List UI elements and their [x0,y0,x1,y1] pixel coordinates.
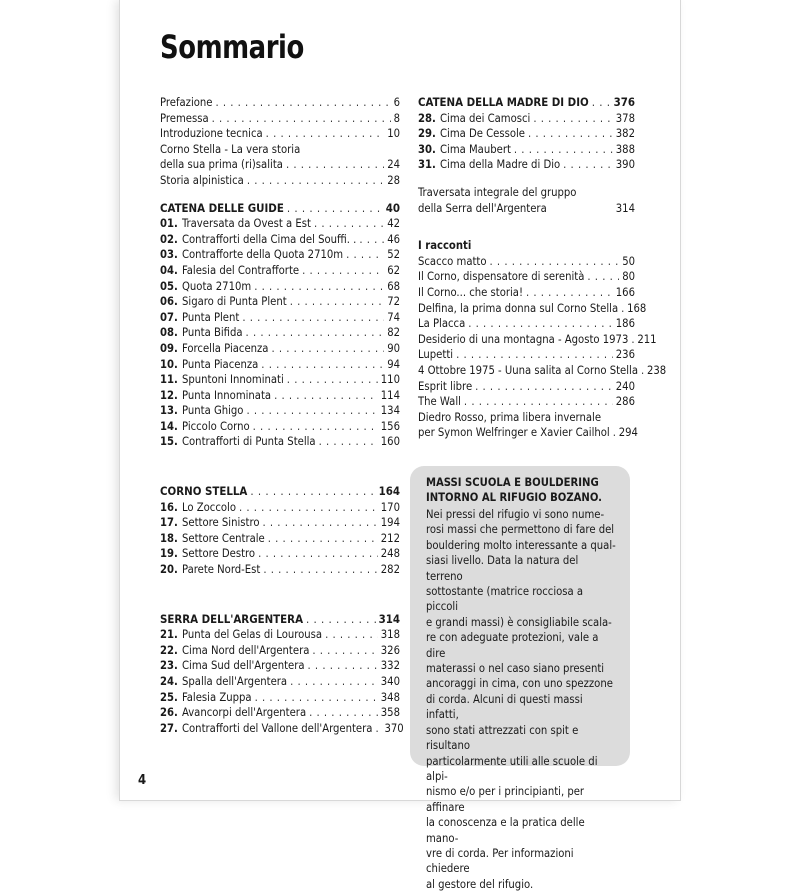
intro-list [160,95,400,189]
toc-entry[interactable]: 24. Spalla dell'Argentera . . . 340 [160,674,400,690]
toc-entry[interactable]: 16. Lo Zoccolo . . . 170 [160,500,400,516]
toc-entry[interactable]: 30. Cima Maubert . . . 388 [418,142,635,158]
toc-entry[interactable]: 21. Punta del Gelas di Lourousa . . . 318 [160,627,400,643]
toc-entry[interactable]: 22. Cima Nord dell'Argentera . . . 326 [160,643,400,659]
toc-entry[interactable]: 14. Piccolo Corno . . . 156 [160,419,400,435]
toc-entry[interactable]: 02. Contrafforti della Cima del Souffi. . . . . 46 [160,232,400,248]
toc-entry[interactable]: Lupetti . . . 236 [418,347,635,363]
racconti-heading: I racconti [418,239,472,253]
toc-entry[interactable]: 25. Falesia Zuppa . . . 348 [160,690,400,706]
toc-entry[interactable]: 23. Cima Sud dell'Argentera . . . 332 [160,658,400,674]
section-madre-di-dio[interactable]: CATENA DELLA MADRE DI DIO . . . 376 [418,95,635,111]
toc-entry[interactable]: 11. Spuntoni Innominati . . . 110 [160,372,400,388]
toc-entry-line[interactable]: Diedro Rosso, prima libera invernale [418,410,602,424]
page-title: Sommario [160,28,304,66]
section-corno-stella[interactable]: CORNO STELLA . . . 164 [160,484,400,500]
toc-entry[interactable]: 18. Settore Centrale . . . 212 [160,531,400,547]
toc-entry[interactable]: 27. Contrafforti del Vallone dell'Argentera . . . 370 [160,721,400,737]
toc-entry[interactable]: 26. Avancorpi dell'Argentera . . . 358 [160,705,400,721]
toc-entry[interactable]: 10. Punta Piacenza . . . 94 [160,357,400,373]
toc-entry[interactable]: 28. Cima dei Camosci . . . 378 [418,111,635,127]
toc-entry[interactable]: 4 Ottobre 1975 - Uuna salita al Corno Stella . . . 238 [418,363,635,379]
toc-entry[interactable]: Prefazione . . . 6 [160,95,400,111]
toc-entry[interactable]: Il Corno, dispensatore di serenità . . . 80 [418,269,635,285]
toc-entry-line[interactable]: Traversata integrale del gruppo [418,185,577,199]
toc-entry[interactable]: Esprit libre . . . 240 [418,379,635,395]
toc-entry[interactable]: The Wall . . . 286 [418,394,635,410]
toc-entry[interactable]: 09. Forcella Piacenza . . . 90 [160,341,400,357]
box-title: MASSI SCUOLA E BOULDERING INTORNO AL RIFUGIO BOZANO. [426,476,602,504]
box-body: Nei pressi del rifugio vi sono nume- rosi massi che permettono di fare del bouldering molto interessante a qual- siasi livello. Data la natura del terreno sottostante (matrice rocciosa a piccoli e grandi massi) è consigliabile scala- re con adeguate protezioni, vale a dire materassi o nel caso siano presenti ancoraggi in cima, con uno spezzone di corda. Alcuni di questi massi infatti, sono stati attrezzati con spit e risultano particolarmente utili alle scuole di alpi- nismo e/o per i principianti, per affinare la conoscenza e la pratica delle mano- vre di corda. Per informazioni chiedere al gestore del rifugio. [426,508,616,891]
toc-entry[interactable]: 29. Cima De Cessole . . . 382 [418,126,635,142]
section-serra-argentera[interactable]: SERRA DELL'ARGENTERA . . . 314 [160,612,400,628]
toc-entry[interactable]: Il Corno... che storia! . . . 166 [418,285,635,301]
racconti-list [418,254,667,441]
bouldering-info-box [410,466,630,891]
toc-entry[interactable]: per Symon Welfringer e Xavier Cailhol . . . 294 [418,425,635,441]
toc-entry[interactable]: 05. Quota 2710m . . . 68 [160,279,400,295]
book-page [120,0,680,891]
toc-entry[interactable]: 12. Punta Innominata . . . 114 [160,388,400,404]
serra-list [160,627,404,736]
toc-entry[interactable]: 20. Parete Nord-Est . . . 282 [160,562,400,578]
madre-list [418,111,635,173]
toc-entry[interactable]: 17. Settore Sinistro . . . 194 [160,515,400,531]
toc-entry[interactable]: 01. Traversata da Ovest a Est . . . 42 [160,216,400,232]
toc-entry[interactable]: 04. Falesia del Contrafforte . . . 62 [160,263,400,279]
toc-left-column [160,95,404,736]
toc-entry[interactable]: 06. Sigaro di Punta Plent . . . 72 [160,294,400,310]
toc-entry[interactable]: Storia alpinistica . . . 28 [160,173,400,189]
toc-entry[interactable]: 07. Punta Plent . . . 74 [160,310,400,326]
toc-entry[interactable]: Scacco matto . . . 50 [418,254,635,270]
section-catena-guide[interactable]: CATENA DELLE GUIDE . . . 40 [160,201,400,217]
toc-entry-line[interactable]: Corno Stella - La vera storia [160,142,301,156]
toc-right-column [418,95,667,441]
toc-entry[interactable]: Premessa . . . 8 [160,111,400,127]
toc-entry[interactable]: 19. Settore Destro . . . 248 [160,546,400,562]
toc-entry[interactable]: 03. Contrafforte della Quota 2710m . . . 52 [160,247,400,263]
corno-list [160,500,400,578]
guide-list [160,216,400,450]
page-number: 4 [138,773,147,788]
toc-entry[interactable]: della sua prima (ri)salita . . . 24 [160,157,400,173]
toc-entry[interactable]: Delfina, la prima donna sul Corno Stella . . . 168 [418,301,635,317]
toc-entry[interactable]: Desiderio di una montagna - Agosto 1973 . . . 211 [418,332,635,348]
toc-entry[interactable]: 13. Punta Ghigo . . . 134 [160,403,400,419]
toc-entry[interactable]: 08. Punta Bifida . . . 82 [160,325,400,341]
toc-entry[interactable]: 15. Contrafforti di Punta Stella . . . 160 [160,434,400,450]
toc-entry[interactable]: Introduzione tecnica . . . 10 [160,126,400,142]
toc-entry[interactable]: 31. Cima della Madre di Dio . . . 390 [418,157,635,173]
toc-entry[interactable]: La Placca . . . 186 [418,316,635,332]
toc-entry[interactable]: della Serra dell'Argentera 314 [418,201,635,215]
